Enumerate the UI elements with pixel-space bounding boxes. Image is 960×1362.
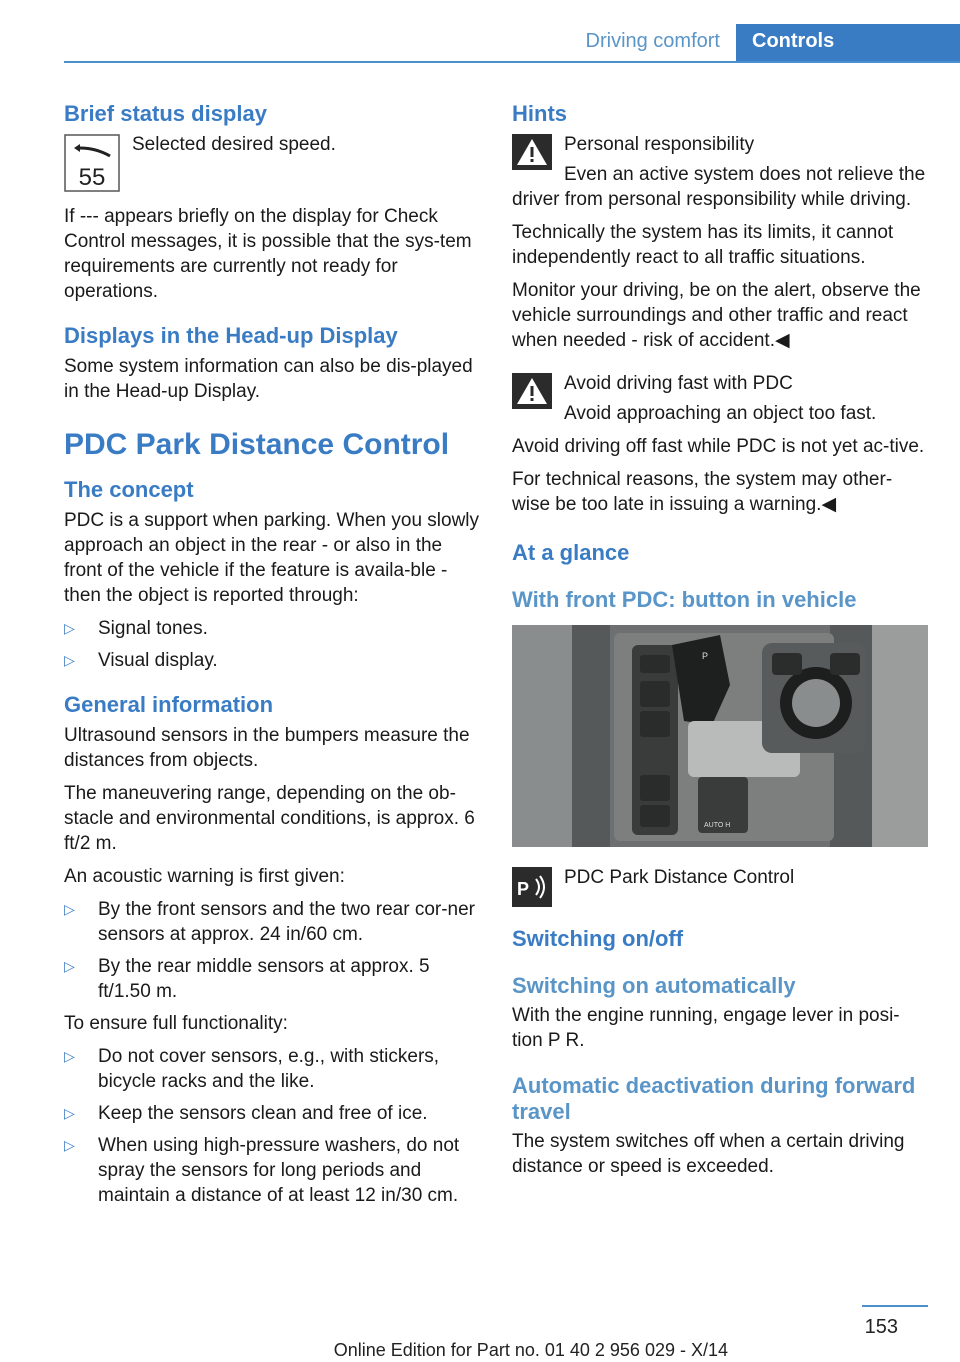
warning-2-title: Avoid driving fast with PDC (564, 373, 793, 394)
header-tab-label: Controls (752, 30, 835, 52)
general-p1: Ultrasound sensors in the bumpers measure the distances from objects. (64, 725, 470, 771)
list-item: ▷ By the front sensors and the two rear cor‐ner sensors at approx. 24 in/60 cm. (64, 899, 476, 945)
pdc-title: PDC Park Distance Control (64, 428, 450, 461)
header-tab (736, 24, 960, 62)
bullet-triangle-icon: ▷ (64, 1105, 75, 1121)
header-section: Driving comfort (585, 30, 720, 52)
list-item: ▷ Signal tones. (64, 618, 208, 639)
list-item: ▷ By the rear middle sensors at approx. 5 ft/1.50 m. (64, 956, 430, 1002)
concept-title: The concept (64, 477, 194, 502)
page-header (0, 0, 960, 62)
list-item: ▷ When using high-pressure washers, do not spray the sensors for long periods and maintain a distance of at least 12 in/30 cm. (64, 1135, 460, 1206)
switch-title: Switching on/off (512, 926, 684, 951)
pdc-button-label: PDC Park Distance Control (564, 867, 795, 888)
warning-2-p3: For technical reasons, the system may other‐wise be too late in issuing a warning.◀ (512, 469, 893, 515)
bullet-triangle-icon: ▷ (64, 901, 75, 917)
brief-status-text: If --- appears briefly on the display for Check Control messages, it is possible that the sys‐tem requirements are currently not ready for operations. (64, 206, 472, 302)
ensure-list (64, 1044, 482, 1208)
right-column (512, 100, 930, 1187)
center-console-photo (512, 625, 928, 847)
speed-icon-number: 55 (78, 164, 106, 191)
warning-block-2 (512, 371, 930, 401)
ensure-text: To ensure full functionality: (64, 1013, 288, 1034)
footer-rule (862, 1305, 928, 1307)
list-item: ▷ Keep the sensors clean and free of ice. (64, 1103, 428, 1124)
header-rule (64, 61, 960, 63)
warning-2-p1: Avoid approaching an object too fast. (564, 403, 877, 424)
general-p3: An acoustic warning is first given: (64, 866, 345, 887)
glance-title: At a glance (512, 540, 630, 565)
warning-block-1 (512, 132, 930, 162)
list-item: ▷ Do not cover sensors, e.g., with stickers, bicycle racks and the like. (64, 1046, 440, 1092)
bullet-triangle-icon: ▷ (64, 958, 75, 974)
warning-list (64, 897, 482, 1004)
list-item: ▷ Visual display. (64, 650, 218, 671)
concept-list (64, 616, 482, 673)
brief-status-row (64, 132, 482, 194)
auto-off-title: Automatic deactivation during forward travel (512, 1073, 916, 1124)
auto-on-text: With the engine running, engage lever in posi‐tion P R. (512, 1005, 900, 1051)
bullet-triangle-icon: ▷ (64, 652, 75, 668)
page-number: 153 (864, 1316, 898, 1338)
pdc-button-icon (512, 867, 552, 907)
center-console-illustration (512, 625, 928, 847)
front-pdc-title: With front PDC: button in vehicle (512, 587, 857, 612)
hints-title: Hints (512, 101, 567, 126)
bullet-triangle-icon: ▷ (64, 620, 75, 636)
brief-icon-label: Selected desired speed. (132, 134, 336, 155)
pdc-button-row (512, 865, 930, 905)
brief-status-title: Brief status display (64, 101, 267, 126)
warning-1-title: Personal responsibility (564, 134, 755, 155)
console-label-p: P (702, 651, 709, 661)
auto-on-title: Switching on automatically (512, 973, 796, 998)
warning-1-p2: Technically the system has its limits, it cannot independently react to all traffic situations. (512, 222, 894, 268)
hud-title: Displays in the Head-up Display (64, 323, 398, 348)
warning-1-p1: Even an active system does not relieve the driver from personal responsibility while driving. (512, 164, 926, 210)
console-label-autoh: AUTO H (704, 822, 731, 829)
warning-triangle-icon (512, 373, 552, 409)
warning-triangle-icon (512, 134, 552, 170)
left-column (64, 100, 482, 1215)
general-p2: The maneuvering range, depending on the ob‐stacle and environmental conditions, is approx. 6 ft/2 m. (64, 783, 475, 854)
general-title: General information (64, 692, 274, 717)
warning-2-p2: Avoid driving off fast while PDC is not yet ac‐tive. (512, 436, 925, 457)
concept-text: PDC is a support when parking. When you slowly approach an object in the rear - or also in the front of the vehicle if the feature is availa‐ble - then the object is reported through: (64, 510, 480, 606)
hud-text: Some system information can also be dis‐played in the Head-up Display. (64, 356, 473, 402)
auto-off-text: The system switches off when a certain driving distance or speed is exceeded. (512, 1131, 905, 1177)
bullet-triangle-icon: ▷ (64, 1137, 75, 1153)
edition-note: Online Edition for Part no. 01 40 2 956 029 - X/14 (333, 1340, 728, 1360)
warning-1-p3: Monitor your driving, be on the alert, observe the vehicle surroundings and other traffic and react when needed - risk of accident.◀ (512, 280, 921, 351)
svg-text:P: P (517, 879, 530, 899)
bullet-triangle-icon: ▷ (64, 1048, 75, 1064)
speed-display-icon (64, 134, 120, 192)
